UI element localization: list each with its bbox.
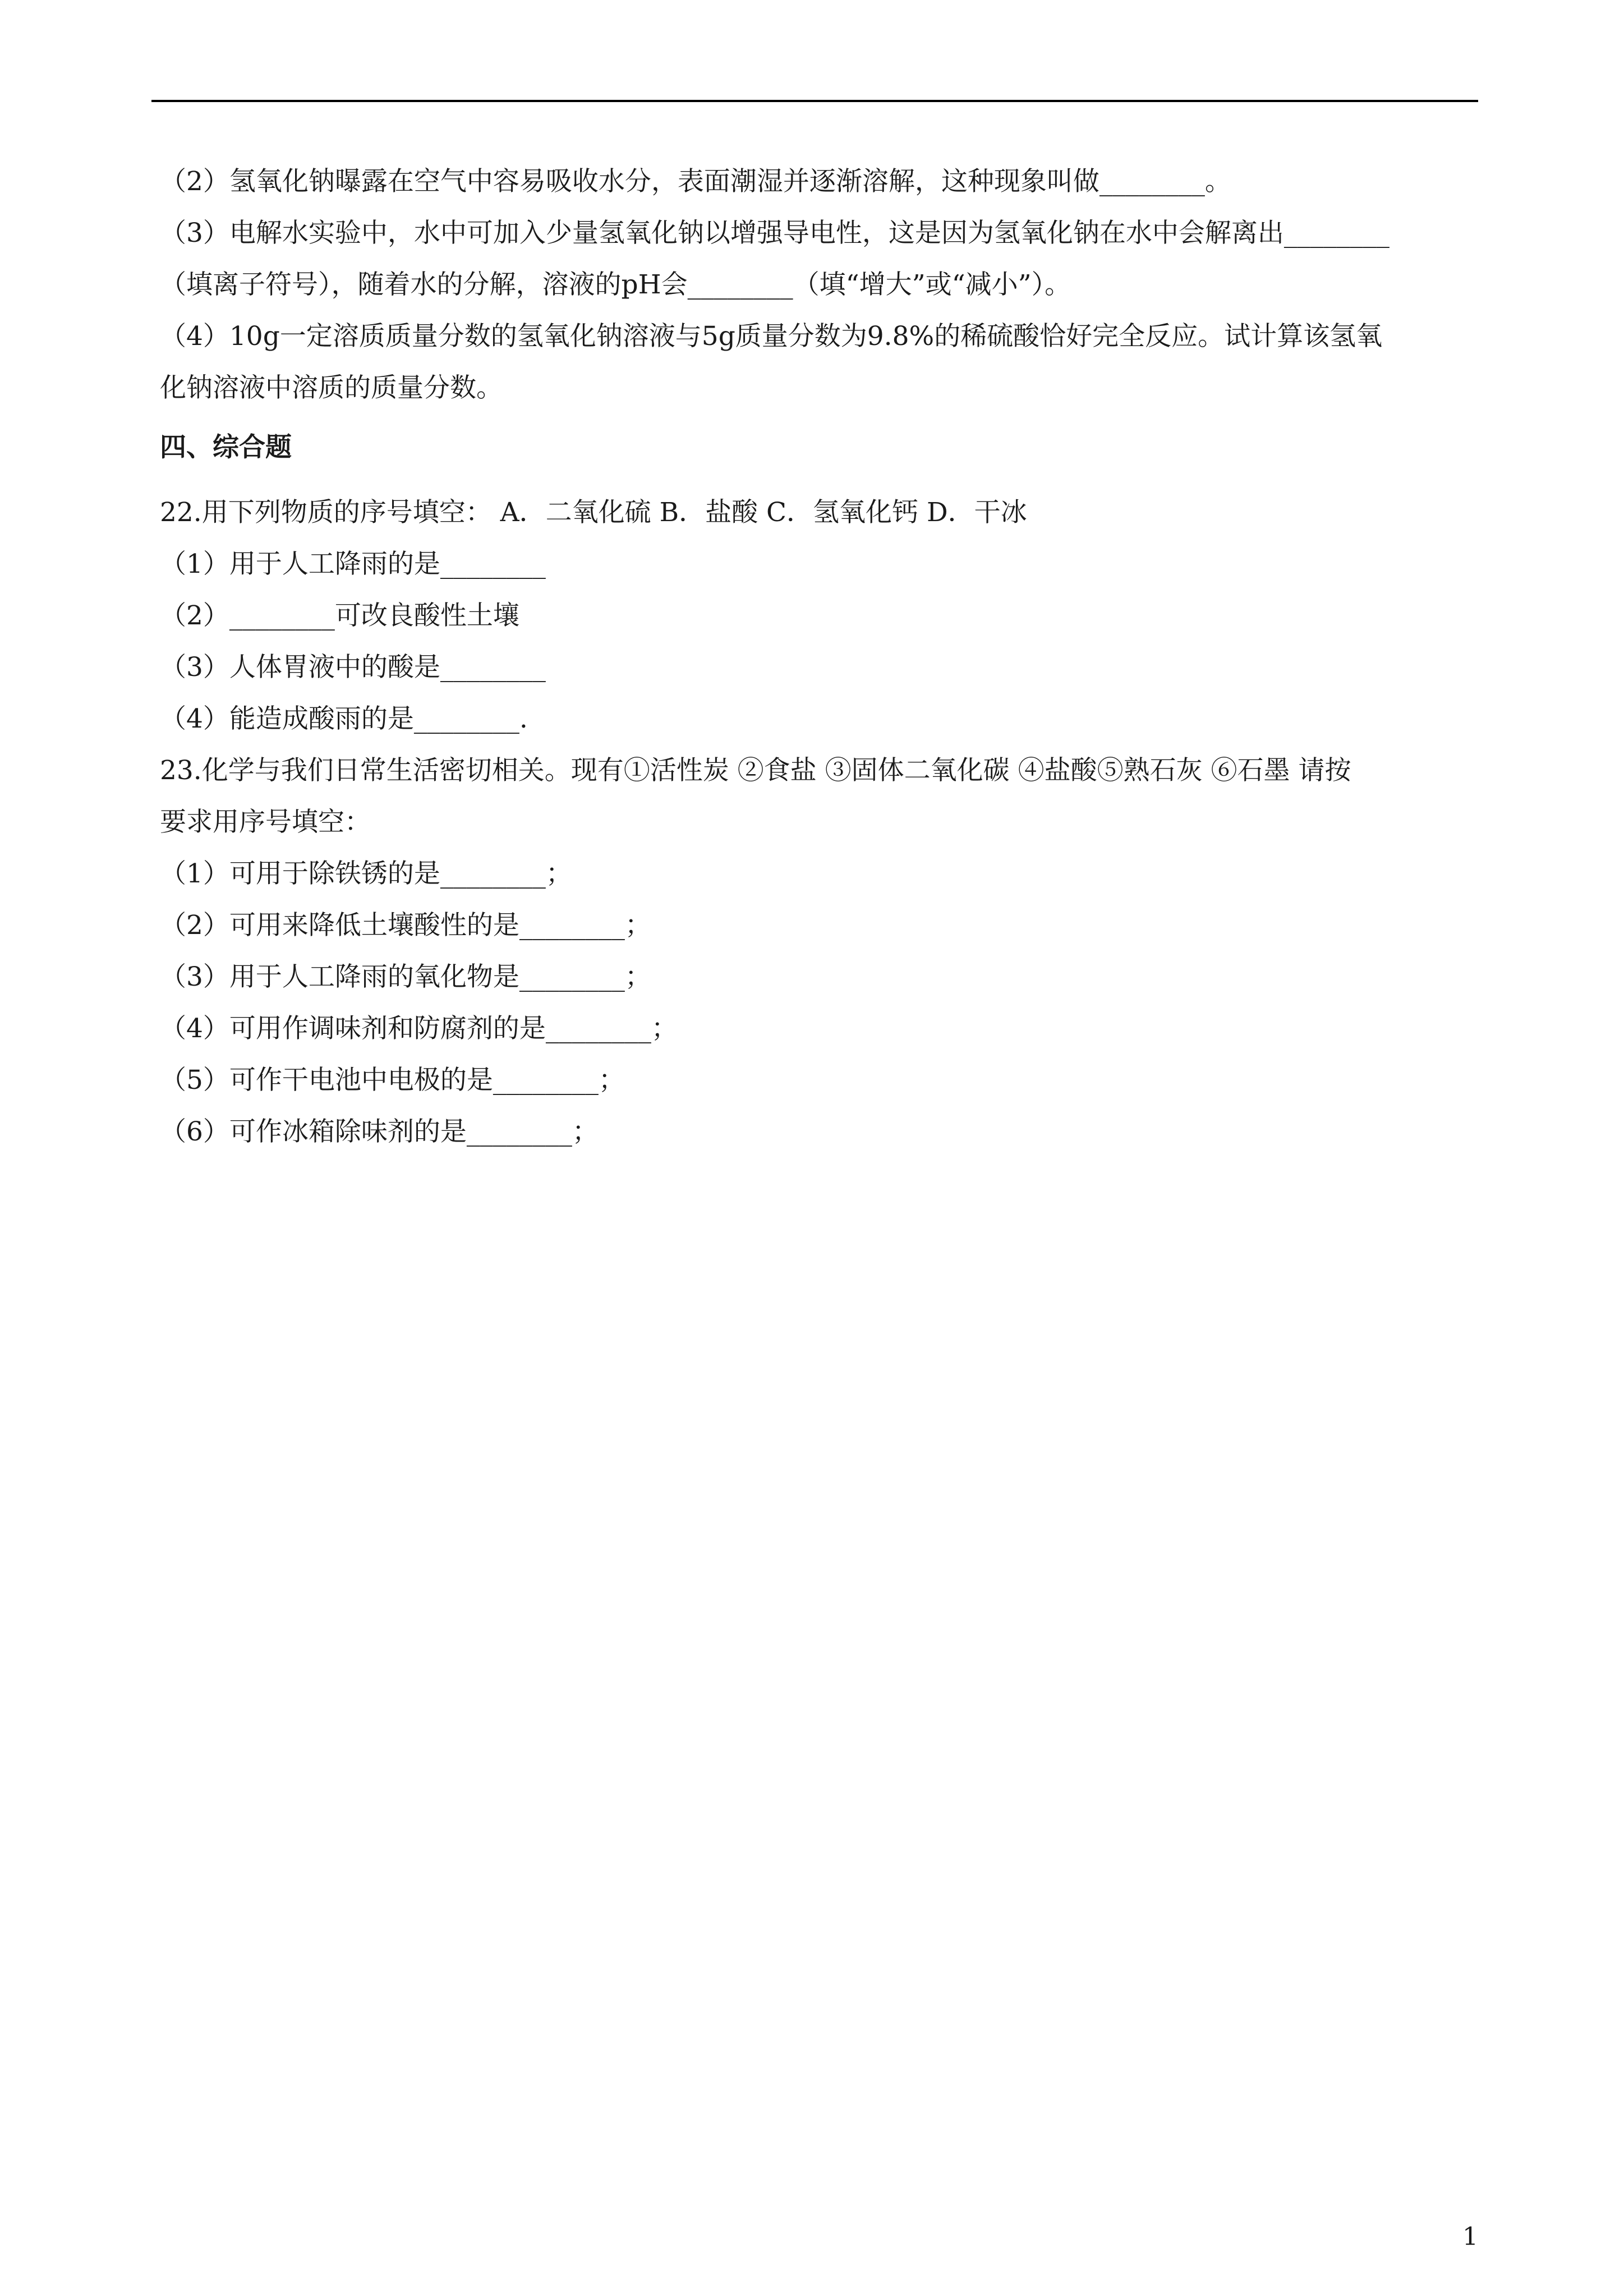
page-number: 1 — [1462, 2223, 1478, 2251]
q22-stem: 22.用下列物质的序号填空： A．二氧化硫 B．盐酸 C．氢氧化钙 D．干冰 — [160, 497, 1027, 528]
q21-part-4-line-1: （4）10g一定溶质质量分数的氢氧化钠溶液与5g质量分数为9.8%的稀硫酸恰好完全反应。试计算该氢氧 — [160, 321, 1383, 352]
q23-item: （6）可作冰箱除味剂的是________； — [160, 1116, 599, 1147]
question-21-continued — [160, 156, 1478, 414]
q22-item: （1）用于人工降雨的是________ — [160, 549, 546, 579]
header-rule — [151, 100, 1478, 102]
q21-part-4-line-2: 化钠溶液中溶质的质量分数。 — [160, 372, 503, 403]
q22-item: （4）能造成酸雨的是________. — [160, 703, 528, 734]
question-22 — [160, 487, 1478, 745]
question-23 — [160, 745, 1478, 1158]
q23-item: （2）可用来降低土壤酸性的是________； — [160, 910, 651, 941]
q21-part-3-line-1: （3）电解水实验中，水中可加入少量氢氧化钠以增强导电性，这是因为氢氧化钠在水中会解离出________ — [160, 218, 1390, 249]
q22-item: （2）________可改良酸性土壤 — [160, 600, 519, 631]
q21-part-3-line-2: （填离子符号），随着水的分解，溶液的pH会________（填“增大”或“减小”）。 — [160, 269, 1071, 300]
worksheet-body — [160, 156, 1478, 1158]
q21-part-2: （2）氢氧化钠曝露在空气中容易吸收水分，表面潮湿并逐渐溶解，这种现象叫做________。 — [160, 166, 1231, 197]
q23-item: （4）可用作调味剂和防腐剂的是________； — [160, 1013, 678, 1044]
q23-stem-line-1: 23.化学与我们日常生活密切相关。现有①活性炭 ②食盐 ③固体二氧化碳 ④盐酸⑤熟石灰 ⑥石墨 请按 — [160, 755, 1351, 786]
q23-item: （3）用于人工降雨的氧化物是________； — [160, 961, 651, 992]
q23-stem-line-2: 要求用序号填空： — [160, 807, 371, 838]
q23-item: （1）可用于除铁锈的是________； — [160, 858, 572, 889]
q22-item: （3）人体胃液中的酸是________ — [160, 652, 546, 683]
section-heading: 四、综合题 — [160, 432, 292, 463]
q23-item: （5）可作干电池中电极的是________； — [160, 1065, 625, 1096]
